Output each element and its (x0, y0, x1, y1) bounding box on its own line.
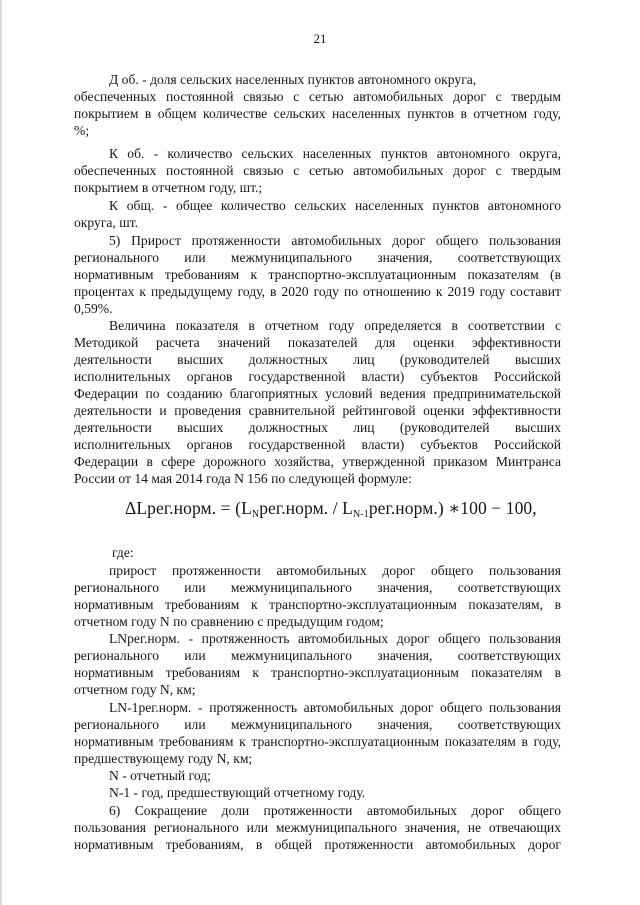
text-line: регионального или межмуниципального значения, соответствующих (74, 250, 561, 265)
text-line: процентах к предыдущему году, в 2020 году по отношению к 2019 году составит (74, 284, 561, 299)
text-line: Д об. - доля сельских населенных пунктов автономного округа, (109, 72, 477, 87)
text-line: %; (74, 123, 90, 138)
text-line: исполнительных органов государственной власти) субъектов Российской (74, 369, 561, 384)
text-line: обеспеченных постоянной связью с сетью автомобильных дорог с твердым (74, 163, 561, 178)
text-line: отчетном году N по сравнению с предыдущим годом; (74, 614, 384, 629)
text-line: 6) Сокращение доли протяженности автомобильных дорог общего (109, 803, 561, 818)
text-line: N - отчетный год; (109, 768, 211, 783)
text-line: где: (112, 545, 134, 560)
formula-delta: Δ (125, 498, 137, 518)
formula-sub-n1: N-1 (352, 509, 369, 520)
formula-lhs: Lрег.норм. (136, 498, 217, 518)
text-line: N-1 - год, предшествующий отчетному году. (109, 785, 366, 800)
text-line: исполнительных органов государственной власти) субъектов Российской (74, 437, 561, 452)
text-line: К общ. - общее количество сельских населенных пунктов автономного (109, 198, 561, 213)
text-line: деятельности высших должностных лиц (руководителей высших (74, 352, 561, 367)
formula-sub-n: N (251, 509, 260, 520)
text-line: Федерации по созданию благоприятных условий ведения предпринимательской (74, 386, 561, 401)
text-line: LNрег.норм. - протяженность автомобильных дорог общего пользования (109, 631, 561, 646)
text-line: 0,59%. (74, 301, 113, 316)
scan-edge-shadow (0, 0, 3, 905)
text-line: отчетном году N, км; (74, 682, 196, 697)
text-line: обеспеченных постоянной связью с сетью автомобильных дорог с твердым (74, 89, 561, 104)
text-line: прирост протяженности автомобильных дорог общего пользования (109, 563, 561, 578)
formula (125, 498, 545, 520)
text-line: нормативным требованиям, в общей протяженности автомобильных дорог (74, 837, 561, 852)
text-line: пользования регионального или межмуниципального значения, не отвечающих (74, 820, 561, 835)
text-line: покрытием в общем количестве сельских населенных пунктов в отчетном году, (74, 106, 561, 121)
text-line: округа, шт. (74, 215, 139, 230)
text-line: регионального или межмуниципального значения, соответствующих (74, 580, 561, 595)
text-line: покрытием в отчетном году, шт.; (74, 180, 263, 195)
formula-term2: рег.норм.) ∗100 − 100, (368, 498, 537, 518)
formula-l1: L (241, 498, 252, 518)
text-line: регионального или межмуниципального значения, соответствующих (74, 717, 561, 732)
text-line: 5) Прирост протяженности автомобильных дорог общего пользования (109, 233, 561, 248)
text-line: нормативным требованиям к транспортно-эксплуатационным показателям в (74, 665, 561, 680)
text-line: деятельности высших должностных лиц (руководителей высших (74, 420, 561, 435)
text-line: деятельности и проведения сравнительной рейтинговой оценки эффективности (74, 403, 561, 418)
formula-l2: L (342, 498, 353, 518)
text-line: Величина показателя в отчетном году определяется в соответствии с (109, 318, 561, 333)
text-line: LN-1рег.норм. - протяженность автомобильных дорог общего пользования (109, 700, 561, 715)
text-line: России от 14 мая 2014 года N 156 по следующей формуле: (74, 471, 412, 486)
text-line: нормативным требованиям к транспортно-эксплуатационным показателям в году, (74, 734, 561, 749)
text-line: регионального или межмуниципального значения, соответствующих (74, 648, 561, 663)
text-line: нормативным требованиям к транспортно-эксплуатационным показателям (в (74, 267, 561, 282)
text-line: Федерации в сфере дорожного хозяйства, утвержденной приказом Минтранса (74, 454, 561, 469)
formula-term1: рег.норм. / (259, 498, 343, 518)
text-line: К об. - количество сельских населенных пунктов автономного округа, (109, 146, 561, 161)
formula-equals: = ( (216, 498, 242, 518)
text-line: Методикой расчета значений показателей для оценки эффективности (74, 335, 561, 350)
text-line: нормативным требованиям к транспортно-эксплуатационным показателям, в (74, 597, 561, 612)
text-line: предшествующему году N, км; (74, 751, 253, 766)
page-number: 21 (313, 31, 327, 46)
